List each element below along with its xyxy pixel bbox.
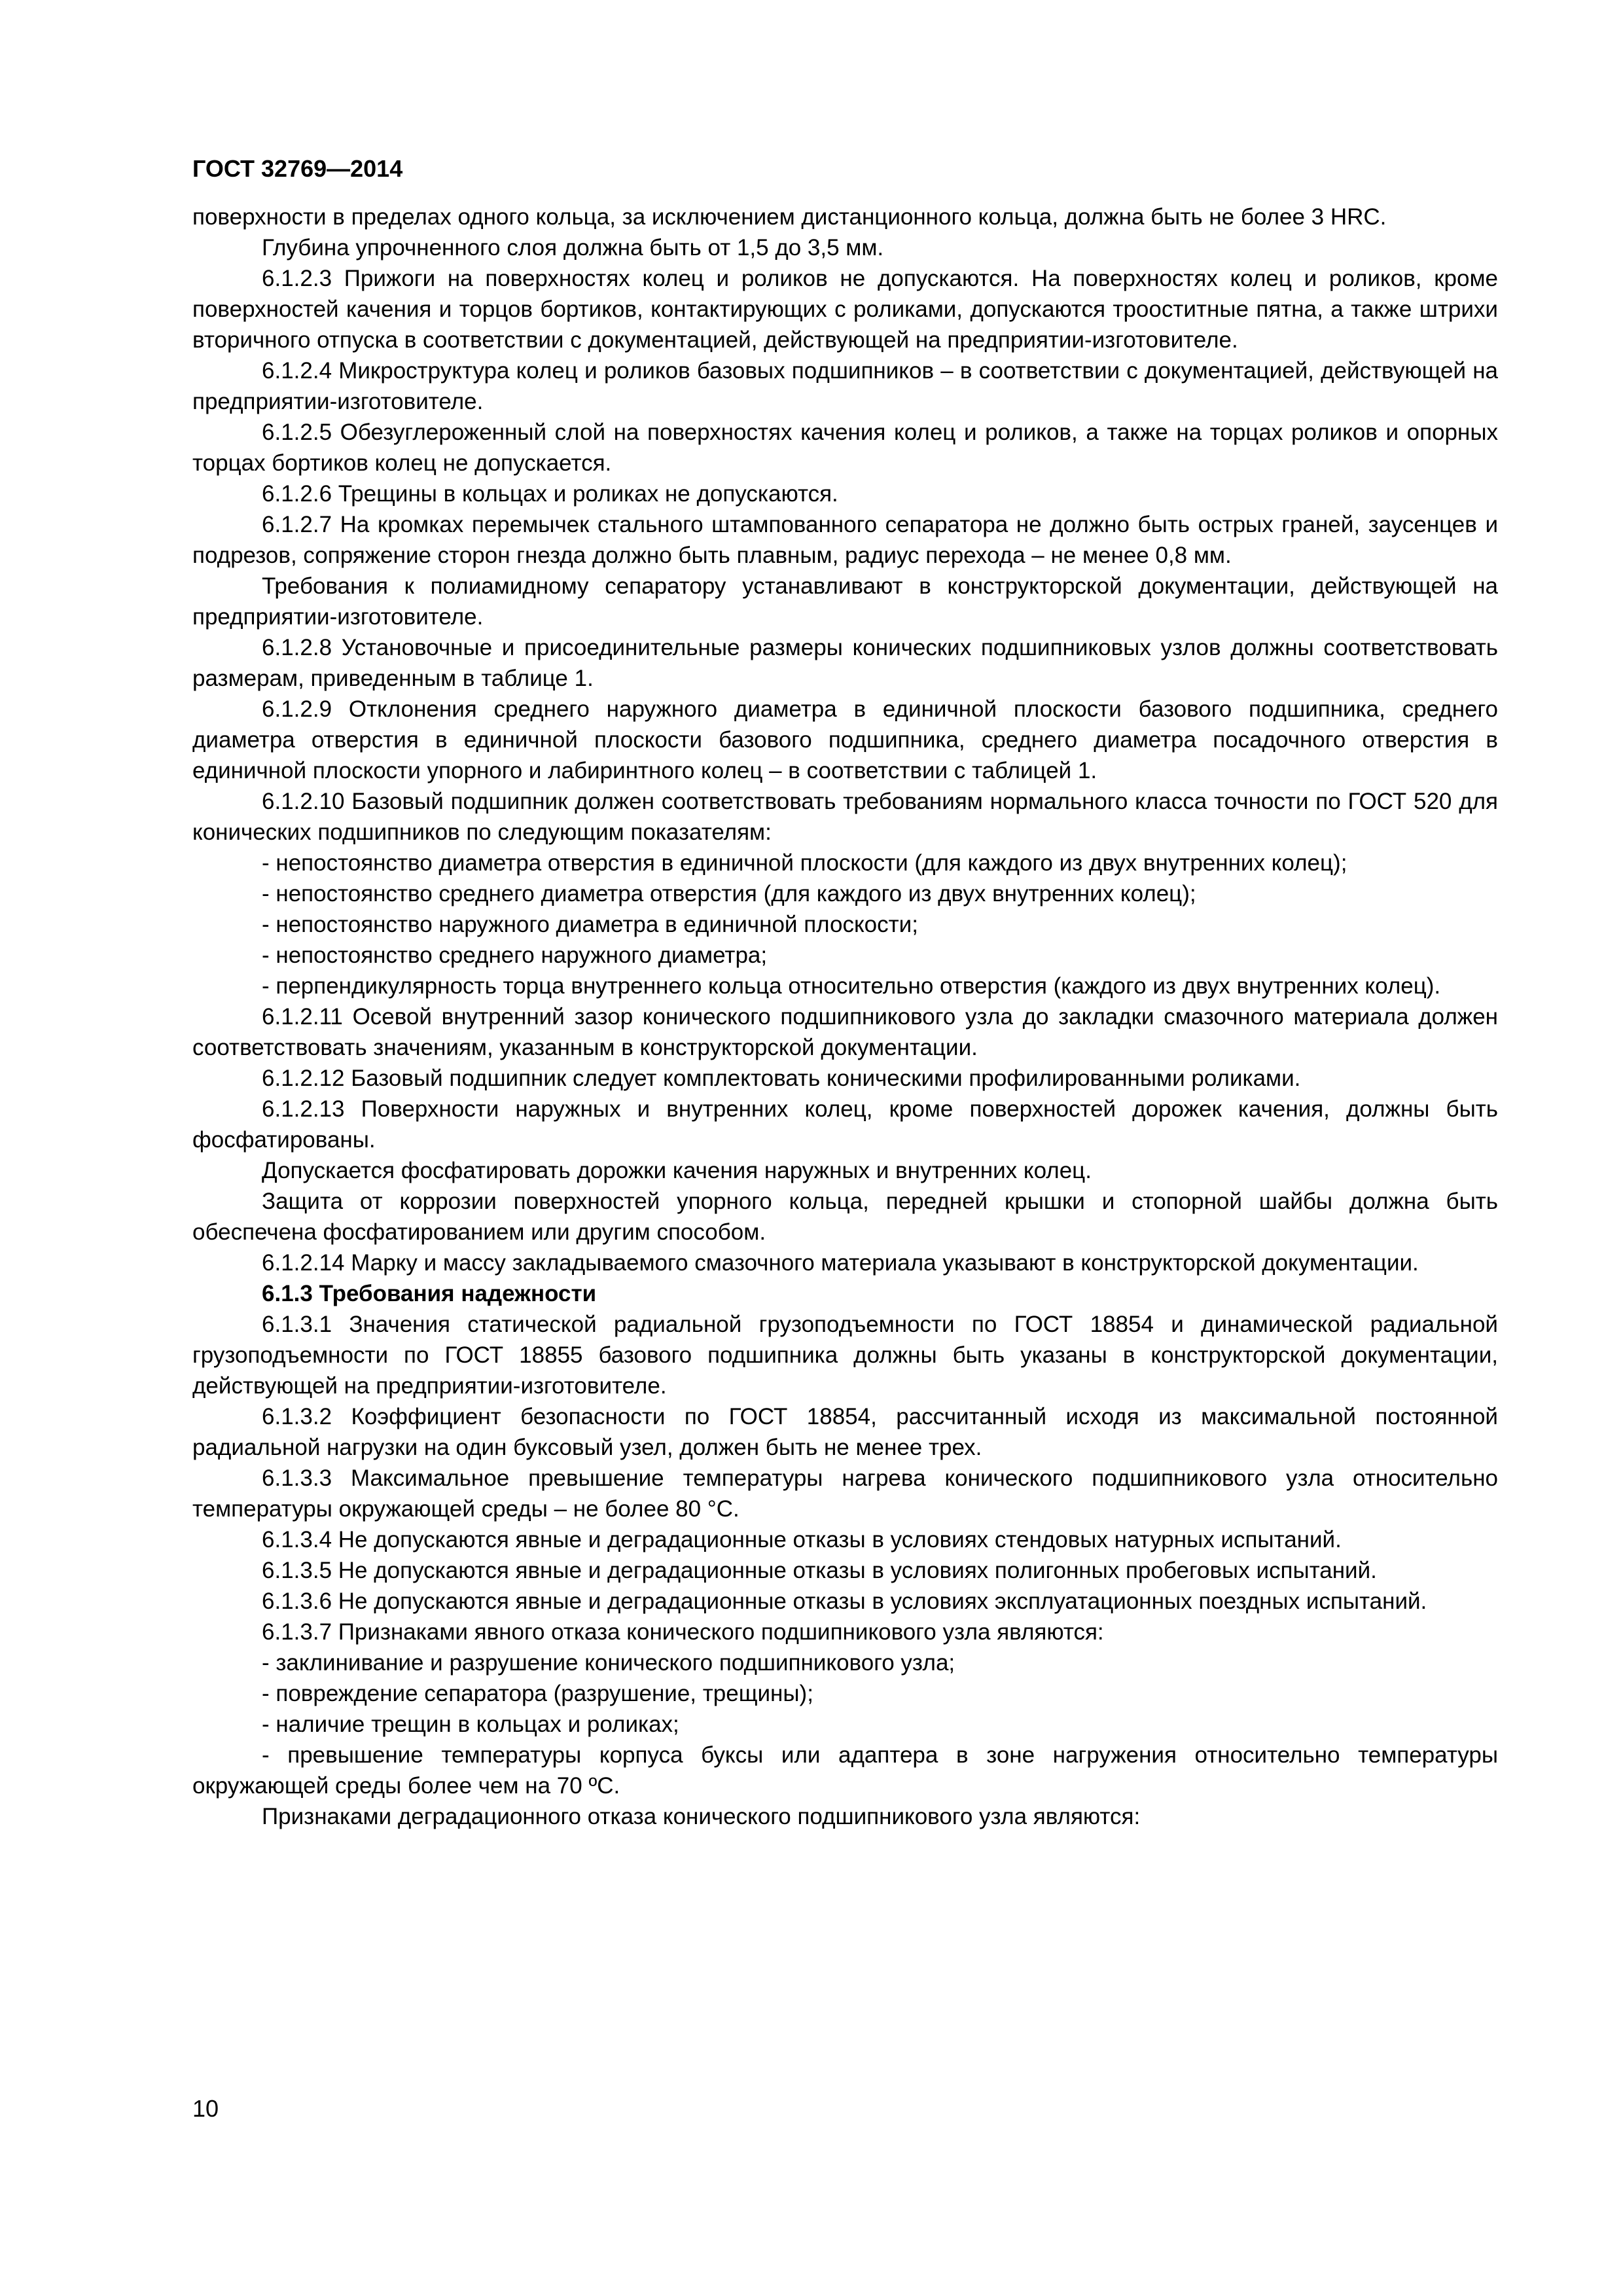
body-paragraph: поверхности в пределах одного кольца, за исключением дистанционного кольца, должна быть не более 3 HRC. (192, 204, 1387, 230)
body-paragraph: 6.1.3.6 Не допускаются явные и деградационные отказы в условиях эксплуатационных поездных испытаний. (262, 1588, 1427, 1614)
body-paragraph: 6.1.2.12 Базовый подшипник следует комплектовать коническими профилированными роликами. (262, 1066, 1301, 1091)
body-paragraph: 6.1.3.3 Максимальное превышение температуры нагрева конического подшипникового узла относительно температуры окружающей среды – не более 80 °С. (192, 1465, 1498, 1522)
body-paragraph: - повреждение сепаратора (разрушение, трещины); (262, 1681, 813, 1706)
body-paragraph: - непостоянство наружного диаметра в единичной плоскости; (262, 912, 918, 937)
document-header: ГОСТ 32769—2014 (192, 155, 403, 182)
body-paragraph: - превышение температуры корпуса буксы или адаптера в зоне нагружения относительно температуры окружающей среды более чем на 70 ºС. (192, 1742, 1498, 1799)
body-paragraph: 6.1.2.8 Установочные и присоединительные размеры конических подшипниковых узлов должны соответствовать размерам, приведенным в таблице 1. (192, 635, 1498, 691)
body-paragraph: 6.1.3.4 Не допускаются явные и деградационные отказы в условиях стендовых натурных испытаний. (262, 1527, 1342, 1552)
body-paragraph: Глубина упрочненного слоя должна быть от 1,5 до 3,5 мм. (262, 235, 884, 260)
body-paragraph: 6.1.2.4 Микроструктура колец и роликов базовых подшипников – в соответствии с документацией, действующей на предприятии-изготовителе. (192, 358, 1498, 414)
body-paragraph: - заклинивание и разрушение конического подшипникового узла; (262, 1650, 955, 1676)
section-heading: 6.1.3 Требования надежности (262, 1281, 597, 1306)
body-paragraph: Требования к полиамидному сепаратору устанавливают в конструкторской документации, действующей на предприятии-изготовителе. (192, 573, 1498, 630)
body-paragraph: - непостоянство среднего диаметра отверстия (для каждого из двух внутренних колец); (262, 881, 1196, 906)
body-paragraph: 6.1.3.2 Коэффициент безопасности по ГОСТ 18854, рассчитанный исходя из максимальной постоянной радиальной нагрузки на один буксовый узел, должен быть не менее трех. (192, 1404, 1498, 1460)
body-paragraph: 6.1.2.14 Марку и массу закладываемого смазочного материала указывают в конструкторской документации. (262, 1250, 1419, 1276)
body-paragraph: - перпендикулярность торца внутреннего кольца относительно отверстия (каждого из двух внутренних колец). (262, 973, 1441, 999)
body-paragraph: 6.1.3.7 Признаками явного отказа конического подшипникового узла являются: (262, 1619, 1104, 1645)
body-paragraph: - непостоянство диаметра отверстия в единичной плоскости (для каждого из двух внутренних колец); (262, 850, 1347, 876)
page-number: 10 (192, 2095, 219, 2122)
body-paragraph: 6.1.2.6 Трещины в кольцах и роликах не допускаются. (262, 481, 838, 507)
body-paragraph: 6.1.2.10 Базовый подшипник должен соответствовать требованиям нормального класса точности по ГОСТ 520 для конических подшипников по следующим показателям: (192, 789, 1498, 845)
body-paragraph: Защита от коррозии поверхностей упорного кольца, передней крышки и стопорной шайбы должна быть обеспечена фосфатированием или другим способом. (192, 1189, 1498, 1245)
body-paragraph: Признаками деградационного отказа конического подшипникового узла являются: (262, 1804, 1141, 1829)
body-paragraph: 6.1.2.9 Отклонения среднего наружного диаметра в единичной плоскости базового подшипника, среднего диаметра отверстия в единичной плоскости базового подшипника, среднего диаметра посадочного отверстия в единичной плоскости упорного и лабиринтного колец – в соответствии с таблицей 1. (192, 696, 1498, 783)
body-paragraph: 6.1.2.11 Осевой внутренний зазор конического подшипникового узла до закладки смазочного материала должен соответствовать значениям, указанным в конструкторской документации. (192, 1004, 1498, 1060)
body-paragraph: 6.1.3.1 Значения статической радиальной грузоподъемности по ГОСТ 18854 и динамической радиальной грузоподъемности по ГОСТ 18855 базового подшипника должны быть указаны в конструкторской документации, действующей на предприятии-изготовителе. (192, 1312, 1498, 1399)
body-paragraph: - наличие трещин в кольцах и роликах; (262, 1712, 679, 1737)
body-paragraph: 6.1.2.5 Обезуглероженный слой на поверхностях качения колец и роликов, а также на торцах роликов и опорных торцах бортиков колец не допускается. (192, 420, 1498, 476)
body-paragraph: - непостоянство среднего наружного диаметра; (262, 942, 768, 968)
body-paragraph: 6.1.3.5 Не допускаются явные и деградационные отказы в условиях полигонных пробеговых испытаний. (262, 1558, 1377, 1583)
body-paragraph: 6.1.2.3 Прижоги на поверхностях колец и роликов не допускаются. На поверхностях колец и роликов, кроме поверхностей качения и торцов бортиков, контактирующих с роликами, допускаются трооститные пятна, а также штрихи вторичного отпуска в соответствии с документацией, действующей на предприятии-изготовителе. (192, 266, 1498, 353)
body-paragraph: 6.1.2.7 На кромках перемычек стального штампованного сепаратора не должно быть острых граней, заусенцев и подрезов, сопряжение сторон гнезда должно быть плавным, радиус перехода – не менее 0,8 мм. (192, 512, 1498, 568)
document-body (192, 202, 1498, 1832)
body-paragraph: Допускается фосфатировать дорожки качения наружных и внутренних колец. (262, 1158, 1092, 1183)
body-paragraph: 6.1.2.13 Поверхности наружных и внутренних колец, кроме поверхностей дорожек качения, должны быть фосфатированы. (192, 1096, 1498, 1153)
